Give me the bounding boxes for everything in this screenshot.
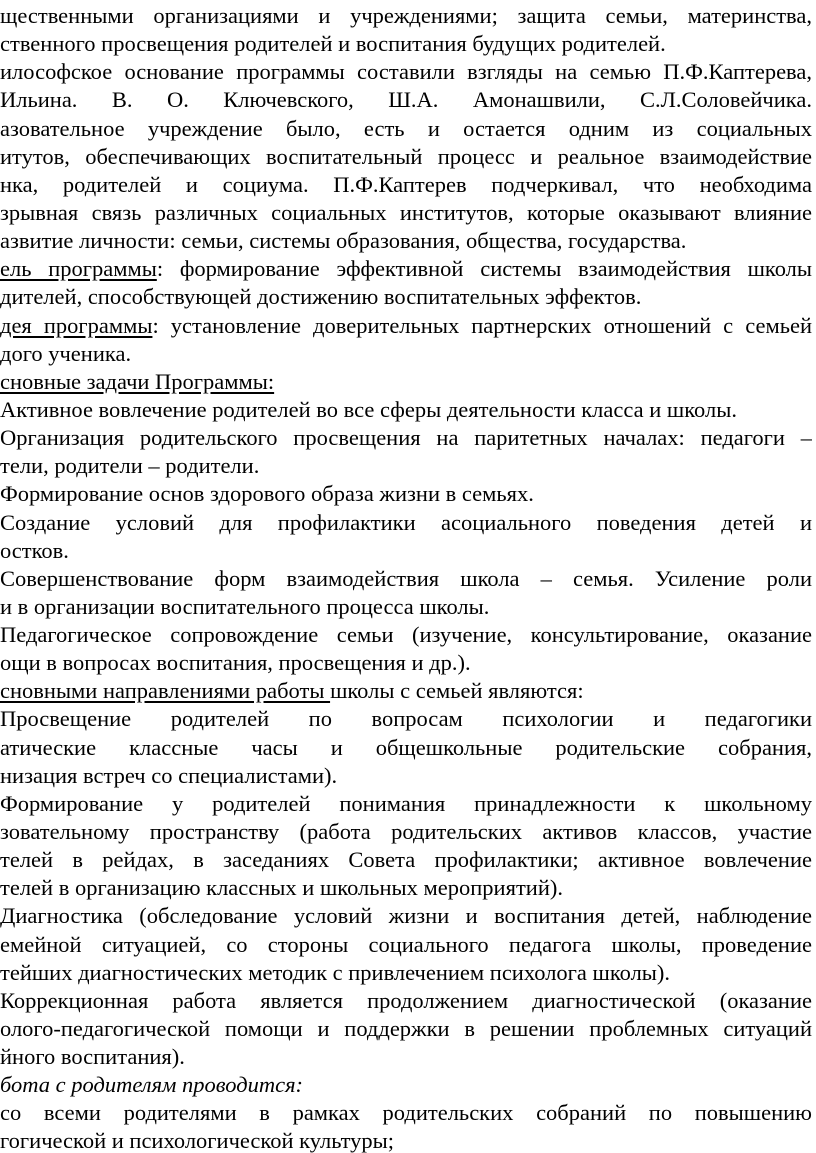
text-line: йного воспитания). [0,1044,185,1069]
text-line: атические классные часы и общешкольные родительские собрания, [0,735,812,760]
text-line: илософское основание программы составили взгляды на семью П.Ф.Каптерева, [0,59,812,84]
text-line: олого-педагогической помощи и поддержки в решении проблемных ситуаций [0,1016,812,1041]
list-item: Коррекционная работа является продолжением диагностической (оказание [0,988,812,1013]
text-line: телей в организацию классных и школьных мероприятий). [0,875,563,900]
text-line: тейших диагностических методик с привлечением психолога школы). [0,960,671,985]
text-line: емейной ситуацией, со стороны социального педагога школы, проведение [0,932,812,957]
tasks-heading: сновные задачи Программы: [0,369,275,394]
text-line: азовательное учреждение было, есть и остается одним из социальных [0,116,812,141]
list-item: Создание условий для профилактики асоциального поведения детей и [0,510,812,535]
text-line: зрывная связь различных социальных институтов, которые оказывают влияние [0,200,812,225]
list-item: со всеми родителями в рамках родительских собраний по повышению [0,1100,812,1125]
text-line: Ильина. В. О. Ключевского, Ш.А. Амонашвили, С.Л.Соловейчика. [0,87,812,112]
list-item: Активное вовлечение родителей во все сферы деятельности класса и школы. [0,397,737,422]
text-line: нка, родителей и социума. П.Ф.Каптерев подчеркивал, что необходима [0,172,812,197]
goal-heading: ель программы [0,256,157,281]
list-item: Педагогическое сопровождение семьи (изучение, консультирование, оказание [0,622,812,647]
directions-heading: сновными направлениями работы школы с семьей являются: [0,678,584,703]
text-line: ственного просвещения родителей и воспитания будущих родителей. [0,31,666,56]
text-line: ощи в вопросах воспитания, просвещения и др.). [0,650,471,675]
work-heading: бота с родителям проводится: [0,1072,304,1097]
text-line: зовательному пространству (работа родительских активов классов, участие [0,819,812,844]
text-line: телей в рейдах, в заседаниях Совета профилактики; активное вовлечение [0,847,812,872]
directions-heading-underlined: сновными направлениями работы [0,678,331,703]
text-line: итутов, обеспечивающих воспитательный процесс и реальное взаимодействие [0,144,812,169]
idea-heading: дея программы [0,313,153,338]
list-item: Формирование у родителей понимания принадлежности к школьному [0,791,812,816]
list-item: Формирование основ здорового образа жизни в семьях. [0,481,534,506]
text-line: тели, родители – родители. [0,453,260,478]
text-line: гогической и психологической культуры; [0,1128,395,1153]
text-line: азвитие личности: семьи, системы образования, общества, государства. [0,228,687,253]
idea-line: дея программы: установление доверительных партнерских отношений с семьей [0,313,812,338]
text-line: остков. [0,538,69,563]
list-item: Организация родительского просвещения на паритетных началах: педагоги – [0,425,812,450]
list-item: Просвещение родителей по вопросам психологии и педагогики [0,706,812,731]
list-item: Диагностика (обследование условий жизни и воспитания детей, наблюдение [0,903,812,928]
list-item: Совершенствование форм взаимодействия школа – семья. Усиление роли [0,566,812,591]
text-line: и в организации воспитательного процесса школы. [0,594,490,619]
text-line: низация встреч со специалистами). [0,763,338,788]
goal-line: ель программы: формирование эффективной системы взаимодействия школы [0,256,812,281]
text-line: дителей, способствующей достижению воспитательных эффектов. [0,284,642,309]
text-line: щественными организациями и учреждениями; защита семьи, материнства, [0,3,812,28]
text-line: дого ученика. [0,341,132,366]
